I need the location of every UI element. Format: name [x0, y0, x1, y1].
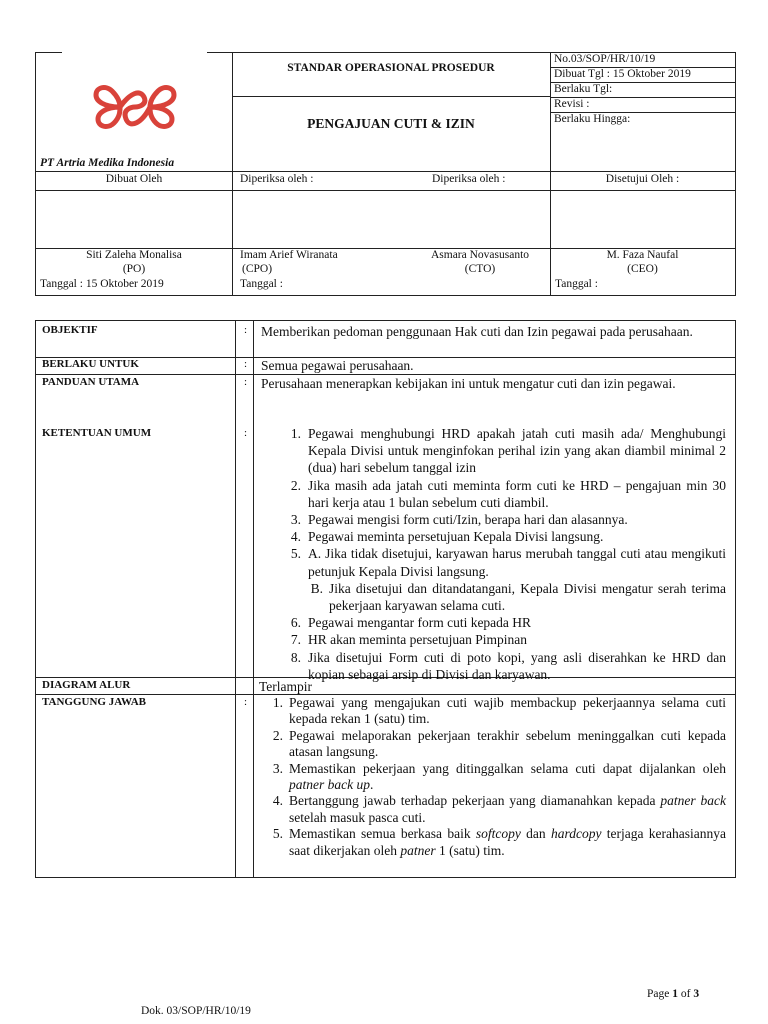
signer-4-name: M. Faza Naufal	[606, 249, 679, 261]
document-title: PENGAJUAN CUTI & IZIN	[307, 116, 475, 131]
berlaku-label: BERLAKU UNTUK	[42, 358, 139, 370]
list-item: 8. Jika disetujui Form cuti di poto kopi, yang asli diserahkan ke HRD dan kopian sebagai arsip di Divisi dan karyawan.	[290, 649, 726, 682]
signer-2-role: (CPO)	[242, 263, 273, 275]
list-sub-item: B. Jika disetujui dan ditandatangani, Kepala Divisi mengatur serah terima pekerjaan karyawan selama cuti.	[310, 580, 726, 614]
colon: :	[244, 324, 248, 336]
divider	[36, 171, 735, 172]
list-item: 3. Memastikan pekerjaan yang ditinggalkan selama cuti dapat dijalankan oleh patner back up.	[272, 760, 726, 793]
list-item: 3. Pegawai mengisi form cuti/Izin, berapa hari dan alasannya.	[290, 512, 628, 528]
border-gap	[62, 51, 207, 54]
divider	[36, 190, 735, 191]
checked-by-label-1: Diperiksa oleh :	[240, 173, 314, 185]
diagram-text: Terlampir	[259, 679, 313, 694]
signer-4-role: (CEO)	[627, 263, 658, 275]
signer-1-name: Siti Zaleha Monalisa	[86, 249, 182, 261]
colon: :	[244, 696, 248, 708]
list-item: 1. Pegawai menghubungi HRD apakah jatah cuti masih ada/ Menghubungi Kepala Divisi untuk menginfokan perihal izin yang akan diambil minimal 2 (dua) hari sebelum tanggal izin	[290, 426, 726, 476]
signer-1-date: Tanggal : 15 Oktober 2019	[40, 278, 164, 290]
meta-revision: Revisi :	[554, 98, 590, 110]
list-item: 1. Pegawai yang mengajukan cuti wajib membackup pekerjaannya selama cuti kepada rekan 1 (satu) tim.	[272, 695, 726, 727]
meta-doc-number: No.03/SOP/HR/10/19	[554, 53, 656, 65]
ketentuan-list	[261, 425, 726, 683]
colon: :	[244, 376, 248, 388]
objektif-text: Memberikan pedoman penggunaan Hak cuti dan Izin pegawai pada perusahaan.	[261, 324, 693, 339]
list-item: 2. Jika masih ada jatah cuti meminta form cuti ke HRD – pengajuan min 30 hari kerja atau 1 bulan sebelum cuti diambil.	[290, 477, 726, 510]
colon: :	[244, 358, 248, 370]
signer-1-role: (PO)	[122, 263, 146, 275]
panduan-text: Perusahaan menerapkan kebijakan ini untuk mengatur cuti dan izin pegawai.	[261, 376, 676, 391]
list-item: 2. Pegawai melaporakan pekerjaan terakhir sebelum meninggalkan cuti kepada atasan langsung.	[272, 727, 726, 760]
list-item: 5. Memastikan semua berkasa baik softcopy dan hardcopy terjaga kerahasiannya saat dikerjakan oleh patner 1 (satu) tim.	[272, 826, 726, 858]
sop-header-table	[35, 52, 736, 296]
ketentuan-label: KETENTUAN UMUM	[42, 427, 152, 439]
divider	[232, 53, 233, 295]
berlaku-text: Semua pegawai perusahaan.	[261, 358, 414, 373]
page-number: Page 1 of 3	[647, 988, 700, 1000]
divider	[232, 96, 550, 97]
company-logo	[90, 79, 180, 135]
meta-effective-date: Berlaku Tgl:	[554, 83, 613, 95]
approved-by-label: Disetujui Oleh :	[605, 173, 680, 185]
panduan-label: PANDUAN UTAMA	[42, 376, 140, 388]
sop-body-table	[35, 320, 736, 878]
meta-created-date: Dibuat Tgl : 15 Oktober 2019	[554, 68, 691, 80]
meta-valid-until: Berlaku Hingga:	[554, 113, 631, 125]
colon: :	[244, 427, 248, 439]
tanggung-label: TANGGUNG JAWAB	[42, 696, 147, 708]
list-item: 7. HR akan meminta persetujuan Pimpinan	[290, 632, 527, 648]
objektif-label: OBJEKTIF	[42, 324, 98, 336]
tanggung-list	[261, 695, 726, 859]
signer-2-name: Imam Arief Wiranata	[240, 249, 338, 261]
document-code: Dok. 03/SOP/HR/10/19	[141, 1005, 251, 1017]
signer-4-date: Tanggal :	[555, 278, 598, 290]
made-by-label: Dibuat Oleh	[105, 173, 163, 185]
signer-2-date: Tanggal :	[240, 278, 283, 290]
list-item: 4. Bertanggung jawab terhadap pekerjaan yang diamanahkan kepada patner back setelah masuk pasca cuti.	[272, 793, 727, 825]
list-item: 5. A. Jika tidak disetujui, karyawan harus merubah tanggal cuti atau mengikuti petunjuk Kepala Divisi langsung.	[290, 546, 726, 579]
list-item: 4. Pegawai meminta persetujuan Kepala Divisi langsung.	[290, 529, 604, 545]
divider	[235, 321, 236, 877]
sop-title: STANDAR OPERASIONAL PROSEDUR	[287, 62, 495, 74]
checked-by-label-2: Diperiksa oleh :	[432, 173, 506, 185]
company-name: PT Artria Medika Indonesia	[40, 157, 175, 169]
signer-3-role: (CTO)	[464, 263, 496, 275]
divider	[253, 321, 254, 877]
signer-3-name: Asmara Novasusanto	[430, 249, 530, 261]
list-item: 6. Pegawai mengantar form cuti kepada HR	[290, 615, 532, 631]
diagram-label: DIAGRAM ALUR	[42, 679, 131, 691]
